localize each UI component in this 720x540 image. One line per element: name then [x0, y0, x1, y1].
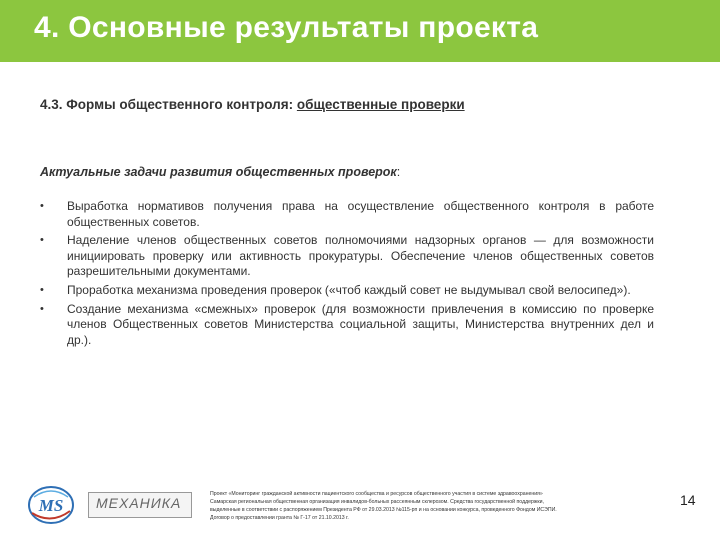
page-number: 14 [680, 492, 696, 508]
list-item-text: Выработка нормативов получения права на осуществление общественного контроля в работе общественных советов. [67, 199, 654, 229]
ms-logo-icon [26, 483, 76, 527]
footer-note-line: Проект «Мониторинг гражданской активности пациентского сообщества и ресурсов общественного участия в системе здравоохранения» [210, 491, 543, 497]
section-subtitle [40, 97, 465, 112]
subtitle-underlined: общественные проверки [296, 97, 465, 112]
list-item-text: Наделение членов общественных советов полномочиями надзорных органов — для возможности инициировать проверку или активность прокуратуры. Обеспечение членов общественных советов разрешительными документами. [67, 233, 654, 279]
list-item-text: Проработка механизма проведения проверок («чтоб каждый совет не выдумывал свой велосипед»). [67, 282, 631, 297]
footer-note-line: выделенные в соответствии с распоряжением Президента РФ от 29.03.2013 №115-рп и на основании конкурса, проведенного Фондом ИСЭПИ. [210, 507, 557, 513]
subtitle-prefix: 4.3. Формы общественного контроля: [40, 97, 294, 112]
footer-note [210, 490, 650, 522]
slide-title: 4. Основные результаты проекта [34, 11, 539, 44]
list-item [40, 283, 654, 299]
footer-note-line: Самарская региональная общественная организация инвалидов-больных рассеянным склерозом. Средства государственной поддержки, [210, 499, 544, 505]
tasks-lead-colon: : [396, 165, 401, 179]
footer-note-line: Договор о предоставлении гранта № Г-17 от 21.10.2013 г. [210, 515, 349, 521]
list-item-text: Создание механизма «смежных» проверок (для возможности привлечения в комиссию по проверке членов Общественных советов Министерства социальной защиты, Министерства внутренних дел и др.). [67, 301, 654, 347]
mehanika-logo [88, 492, 190, 518]
svg-text:MS: MS [38, 496, 64, 515]
bullet: • [40, 283, 44, 296]
list-item [40, 302, 654, 349]
bullet: • [40, 200, 44, 212]
list-item [40, 233, 654, 280]
tasks-lead-text: Актуальные задачи развития общественных проверок [40, 165, 397, 179]
ms-logo [26, 483, 76, 527]
bullet: • [40, 302, 44, 315]
title-bar [0, 0, 720, 62]
list-item [40, 199, 654, 230]
bullet: • [40, 234, 44, 247]
mehanika-logo-text: МЕХАНИКА [96, 495, 182, 511]
task-list [40, 199, 654, 351]
tasks-lead [40, 165, 400, 179]
